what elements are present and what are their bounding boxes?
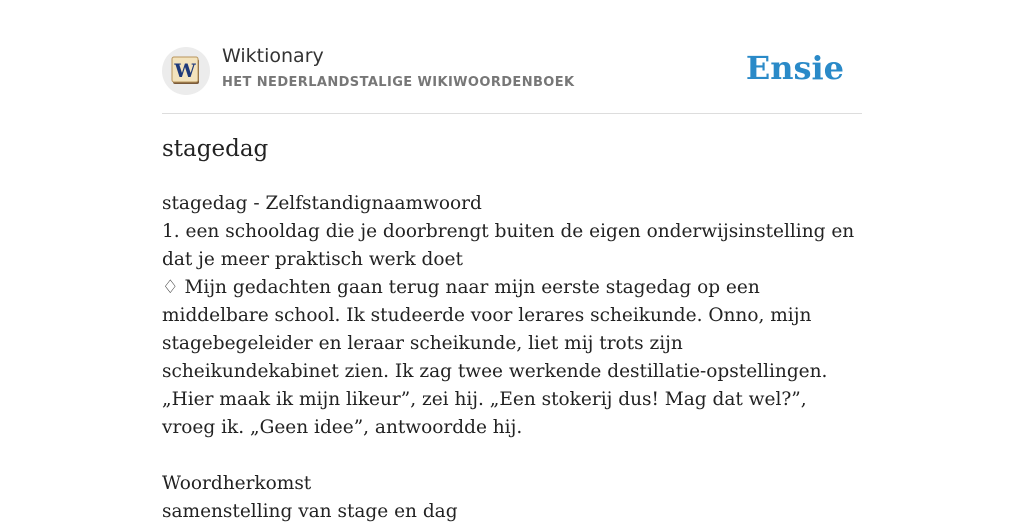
entry-content (162, 190, 862, 526)
part-of-speech-line: stagedag - Zelfstandignaamwoord (162, 193, 482, 214)
page (162, 0, 862, 522)
definition: 1. een schooldag die je doorbrengt buiten de eigen onderwijsinstelling en dat je meer praktisch werk doet (162, 221, 855, 270)
etymology-text: samenstelling van stage en dag (162, 501, 458, 522)
etymology-heading: Woordherkomst (162, 473, 312, 494)
ensie-brand-link[interactable]: Ensie (745, 49, 844, 87)
site-name[interactable]: Wiktionary (222, 45, 324, 67)
site-header (162, 0, 862, 114)
spacer (162, 442, 862, 470)
wiktionary-tile-icon (171, 56, 201, 86)
logo-letter: W (174, 60, 196, 82)
site-tagline: HET NEDERLANDSTALIGE WIKIWOORDENBOEK (222, 75, 575, 90)
entry-title: stagedag (162, 136, 269, 162)
wiktionary-logo[interactable] (162, 47, 210, 95)
example-sentence: ♢ Mijn gedachten gaan terug naar mijn eerste stagedag op een middelbare school. Ik studeerde voor lerares scheikunde. Onno, mijn stagebegeleider en leraar scheikunde, liet mij trots zijn scheikundekabinet zien. Ik zag twee werkende destillatie-opstellingen. „Hier maak ik mijn likeur”, zei hij. „Een stokerij dus! Mag dat wel?”, vroeg ik. „Geen idee”, antwoordde hij. (162, 277, 828, 438)
